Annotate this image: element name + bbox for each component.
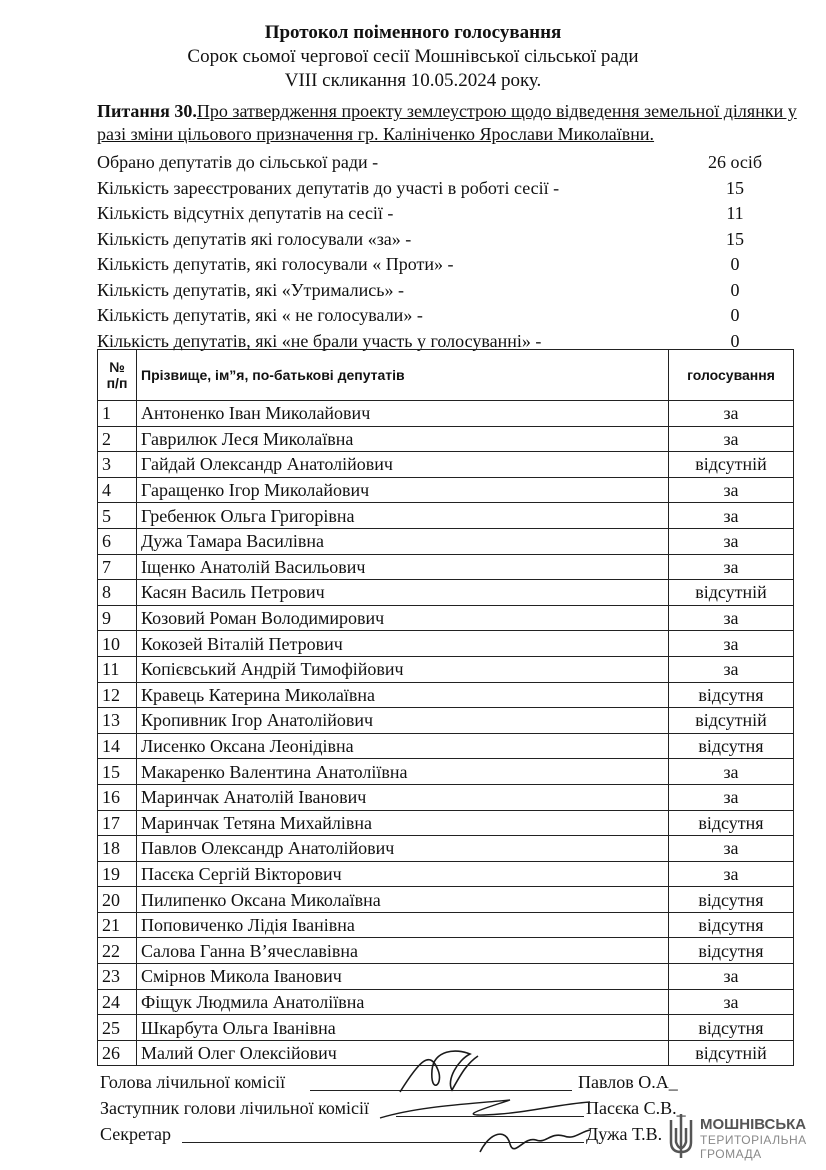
row-number: 19 [98, 861, 137, 887]
stat-label: Кількість зареєстрованих депутатів до участі в роботі сесії - [97, 177, 560, 198]
deputy-name: Лисенко Оксана Леонідівна [137, 733, 669, 759]
deputy-name: Шкарбута Ольга Іванівна [137, 1015, 669, 1041]
document-title: Протокол поіменного голосування [264, 22, 562, 43]
vote-value: відсутній [669, 708, 794, 734]
table-row [98, 503, 794, 529]
signature-name: Павлов О.А_ [578, 1072, 678, 1092]
table-row [98, 528, 794, 554]
trident-icon [666, 1112, 696, 1160]
stat-label: Кількість відсутніх депутатів на сесії - [97, 203, 394, 223]
deputy-name: Кропивник Ігор Анатолійович [137, 708, 669, 734]
deputy-name: Смірнов Микола Іванович [137, 964, 669, 990]
row-number: 3 [98, 452, 137, 478]
deputy-name: Пилипенко Оксана Миколаївна [137, 887, 669, 913]
vote-value: за [669, 989, 794, 1015]
question-label: Питання 30. [97, 101, 197, 121]
vote-value: відсутня [669, 912, 794, 938]
vote-value: відсутня [669, 810, 794, 836]
deputy-name: Маринчак Анатолій Іванович [137, 784, 669, 810]
signature-role: Секретар [100, 1124, 172, 1144]
stat-value: 0 [730, 330, 740, 351]
vote-value: відсутній [669, 1040, 794, 1066]
stat-value: 15 [726, 228, 744, 249]
vote-value: відсутній [669, 452, 794, 478]
signature-name: Дужа Т.В. [586, 1124, 663, 1144]
table-row [98, 554, 794, 580]
vote-value: за [669, 401, 794, 427]
stat-label: Кількість депутатів, які голосували « Проти» - [97, 254, 454, 274]
column-header-vote: голосування [669, 350, 794, 401]
table-row [98, 759, 794, 785]
row-number: 22 [98, 938, 137, 964]
table-row [98, 682, 794, 708]
row-number: 23 [98, 964, 137, 990]
vote-value: за [669, 861, 794, 887]
stat-value: 0 [730, 254, 740, 274]
vote-statistics [97, 150, 777, 354]
stat-value: 15 [726, 177, 744, 198]
document-subtitle: Сорок сьомої чергової сесії Мошнівської сільської ради [187, 46, 639, 67]
stat-label: Обрано депутатів до сільської ради - [97, 152, 379, 172]
signature-role: Заступник голови лічильної комісії [100, 1098, 369, 1118]
deputy-name: Фіщук Людмила Анатоліївна [137, 989, 669, 1015]
vote-table-body [98, 401, 794, 1066]
stat-row [97, 176, 777, 202]
deputy-name: Маринчак Тетяна Михайлівна [137, 810, 669, 836]
vote-table [97, 349, 794, 1066]
row-number: 1 [98, 401, 137, 427]
row-number: 25 [98, 1015, 137, 1041]
row-number: 9 [98, 605, 137, 631]
table-row [98, 605, 794, 631]
table-row [98, 836, 794, 862]
table-row [98, 964, 794, 990]
row-number: 8 [98, 580, 137, 606]
table-row [98, 938, 794, 964]
table-row [98, 708, 794, 734]
deputy-name: Гаращенко Ігор Миколайович [137, 477, 669, 503]
signature-role: Голова лічильної комісії [100, 1072, 286, 1092]
deputy-name: Макаренко Валентина Анатоліївна [137, 759, 669, 785]
deputy-name: Салова Ганна В’ячеславівна [137, 938, 669, 964]
stat-label: Кількість депутатів які голосували «за» - [97, 228, 412, 249]
vote-value: за [669, 554, 794, 580]
row-number: 21 [98, 912, 137, 938]
question-text: Про затвердження проекту землеустрою щодо відведення земельної ділянки у разі зміни цільового призначення гр. Калініченко Ярослави Миколаївни. [97, 101, 797, 144]
row-number: 7 [98, 554, 137, 580]
deputy-name: Іщенко Анатолій Васильович [137, 554, 669, 580]
row-number: 13 [98, 708, 137, 734]
stat-row [97, 252, 777, 278]
row-number: 2 [98, 426, 137, 452]
table-row [98, 784, 794, 810]
row-number: 15 [98, 759, 137, 785]
vote-value: відсутня [669, 1015, 794, 1041]
table-row [98, 912, 794, 938]
vote-value: за [669, 503, 794, 529]
table-row [98, 1015, 794, 1041]
deputy-name: Дужа Тамара Василівна [137, 528, 669, 554]
vote-value: за [669, 605, 794, 631]
row-number: 17 [98, 810, 137, 836]
deputy-name: Антоненко Іван Миколайович [137, 401, 669, 427]
logo-line-2: ТЕРИТОРІАЛЬНА [700, 1133, 807, 1147]
stat-label: Кількість депутатів, які «Утримались» - [97, 279, 404, 300]
deputy-name: Поповиченко Лідія Іванівна [137, 912, 669, 938]
question-block [97, 100, 797, 146]
column-header-number: № п/п [98, 350, 137, 401]
table-row [98, 580, 794, 606]
deputy-name: Кравець Катерина Миколаївна [137, 682, 669, 708]
vote-value: відсутня [669, 682, 794, 708]
table-row [98, 733, 794, 759]
deputy-name: Гаврилюк Леся Миколаївна [137, 426, 669, 452]
deputy-name: Пасєка Сергій Вікторович [137, 861, 669, 887]
stat-value: 0 [730, 305, 740, 325]
stat-row [97, 227, 777, 253]
vote-value: за [669, 964, 794, 990]
stat-row [97, 278, 777, 304]
vote-value: відсутня [669, 887, 794, 913]
vote-value: за [669, 836, 794, 862]
stat-value: 0 [730, 279, 740, 300]
row-number: 18 [98, 836, 137, 862]
deputy-name: Павлов Олександр Анатолійович [137, 836, 669, 862]
signature-name: Пасєка С.В._ [586, 1098, 686, 1118]
row-number: 11 [98, 656, 137, 682]
deputy-name: Кокозей Віталій Петрович [137, 631, 669, 657]
signature-scribble-2 [380, 1100, 590, 1118]
handwritten-signatures [360, 1040, 600, 1170]
table-row [98, 656, 794, 682]
stat-value: 11 [726, 203, 744, 223]
deputy-name: Гайдай Олександр Анатолійович [137, 452, 669, 478]
logo-line-3: ГРОМАДА [700, 1147, 762, 1161]
row-number: 10 [98, 631, 137, 657]
row-number: 12 [98, 682, 137, 708]
column-header-name: Прізвище, ім”я, по-батькові депутатів [137, 350, 669, 401]
deputy-name: Касян Василь Петрович [137, 580, 669, 606]
deputy-name: Гребенюк Ольга Григорівна [137, 503, 669, 529]
row-number: 26 [98, 1040, 137, 1066]
table-row [98, 631, 794, 657]
vote-value: за [669, 631, 794, 657]
vote-value: відсутній [669, 580, 794, 606]
signature-scribble-1 [400, 1051, 478, 1092]
vote-value: за [669, 426, 794, 452]
row-number: 4 [98, 477, 137, 503]
stat-row [97, 201, 777, 227]
table-row [98, 810, 794, 836]
stat-row [97, 150, 777, 176]
vote-value: за [669, 784, 794, 810]
table-row [98, 861, 794, 887]
row-number: 5 [98, 503, 137, 529]
vote-value: за [669, 759, 794, 785]
deputy-name: Малий Олег Олексійович [137, 1040, 669, 1066]
vote-value: за [669, 528, 794, 554]
table-row [98, 452, 794, 478]
row-number: 14 [98, 733, 137, 759]
document-date: VIII скликання 10.05.2024 року. [284, 70, 542, 91]
stat-label: Кількість депутатів, які « не голосували» - [97, 305, 423, 325]
signature-scribble-3 [480, 1130, 590, 1152]
table-row [98, 401, 794, 427]
row-number: 16 [98, 784, 137, 810]
vote-value: відсутня [669, 733, 794, 759]
stat-label: Кількість депутатів, які «не брали участь у голосуванні» - [97, 330, 542, 351]
deputy-name: Козовий Роман Володимирович [137, 605, 669, 631]
table-row [98, 989, 794, 1015]
table-row [98, 426, 794, 452]
community-logo [666, 1112, 816, 1164]
table-row [98, 477, 794, 503]
vote-value: за [669, 656, 794, 682]
stat-value: 26 осіб [707, 152, 763, 172]
row-number: 24 [98, 989, 137, 1015]
row-number: 6 [98, 528, 137, 554]
stat-row [97, 303, 777, 329]
table-header-row [98, 350, 794, 401]
row-number: 20 [98, 887, 137, 913]
table-row [98, 887, 794, 913]
vote-value: за [669, 477, 794, 503]
deputy-name: Копієвський Андрій Тимофійович [137, 656, 669, 682]
logo-line-1: МОШНІВСЬКА [700, 1116, 807, 1133]
vote-value: відсутня [669, 938, 794, 964]
